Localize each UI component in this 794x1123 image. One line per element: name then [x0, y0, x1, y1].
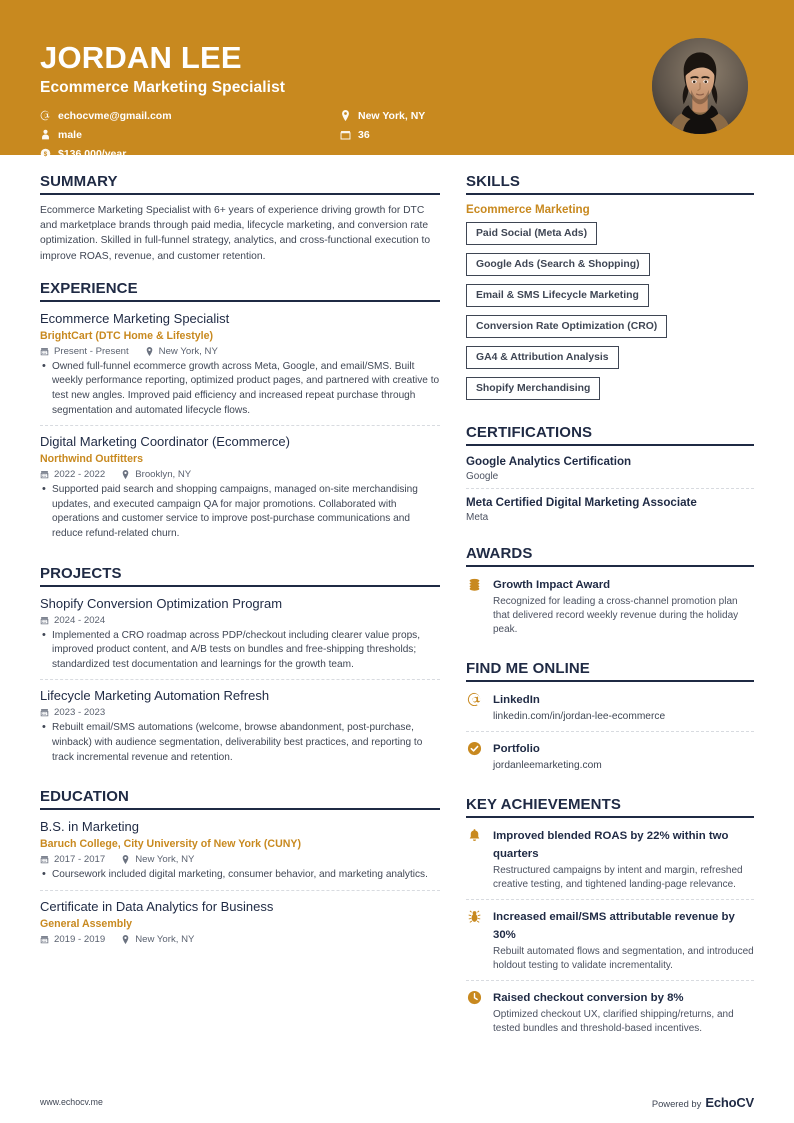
education-title: Certificate in Data Analytics for Business	[40, 898, 274, 914]
footer-site[interactable]: www.echocv.me	[40, 1097, 103, 1107]
experience-dates	[40, 346, 129, 357]
experience-dates	[40, 469, 105, 480]
experience-location-value: New York, NY	[158, 345, 218, 357]
check-circle-icon	[466, 740, 483, 757]
header-left	[40, 38, 425, 162]
bug-icon	[466, 908, 483, 925]
section-key-achievements	[466, 796, 754, 1043]
online-item-linkedin[interactable]	[466, 690, 754, 732]
achievement-desc: Restructured campaigns by intent and margin, refreshed creative testing, and tightened landing-page relevance.	[493, 865, 743, 890]
online-text	[493, 739, 754, 773]
location-icon	[121, 855, 130, 864]
certification-issuer: Meta	[466, 512, 489, 523]
left-column	[40, 173, 440, 1050]
achievement-text	[493, 907, 754, 973]
section-skills	[466, 173, 754, 408]
page-title: JORDAN LEE	[40, 40, 242, 75]
section-projects	[40, 565, 440, 773]
project-title: Shopify Conversion Optimization Program	[40, 595, 283, 611]
resume-body	[0, 155, 794, 1050]
section-awards	[466, 545, 754, 644]
online-url[interactable]: linkedin.com/in/jordan-lee-ecommerce	[493, 711, 666, 722]
project-dates	[40, 707, 105, 718]
project-dates	[40, 615, 105, 626]
award-item	[466, 575, 754, 644]
contact-grid	[40, 108, 425, 162]
achievement-title: Increased email/SMS attributable revenue by 30%	[493, 911, 735, 941]
certification-name: Google Analytics Certification	[466, 455, 632, 468]
online-label: Portfolio	[493, 743, 540, 755]
section-summary	[40, 173, 440, 264]
skill-chip: Conversion Rate Optimization (CRO)	[466, 315, 667, 338]
bullet: • Owned full-funnel ecommerce growth across Meta, Google, and email/SMS. Built weekly performance reporting, optimized product pages, and partnered with creative to test new angles. Improved paid efficiency and increased repeat purchase through segmentation and automated lifecycle flows.	[40, 360, 440, 418]
footer-powered-label: Powered by	[651, 1097, 702, 1109]
calendar-icon	[40, 935, 49, 944]
project-item	[40, 595, 440, 681]
education-location-value: New York, NY	[135, 933, 195, 945]
education-bullets	[40, 868, 440, 883]
experience-title: Ecommerce Marketing Specialist	[40, 310, 230, 326]
achievement-title: Raised checkout conversion by 8%	[493, 992, 684, 1004]
coins-icon	[466, 576, 483, 593]
certification-name: Meta Certified Digital Marketing Associate	[466, 496, 697, 509]
certification-issuer: Google	[466, 471, 499, 482]
project-item	[40, 687, 440, 772]
section-experience	[40, 280, 440, 549]
skills-list	[466, 222, 754, 408]
skills-heading: SKILLS	[466, 173, 754, 195]
project-meta	[40, 707, 440, 718]
project-dates-value: 2024 - 2024	[54, 614, 106, 626]
experience-location	[145, 346, 218, 357]
experience-org: BrightCart (DTC Home & Lifestyle)	[40, 329, 214, 342]
avatar-photo	[652, 38, 748, 134]
education-dates-value: 2019 - 2019	[54, 933, 106, 945]
skills-category: Ecommerce Marketing	[466, 203, 590, 216]
salary-icon	[40, 148, 51, 159]
experience-bullets	[40, 360, 440, 418]
experience-item	[40, 433, 440, 548]
achievement-item	[466, 907, 754, 981]
email-icon	[40, 110, 51, 121]
certifications-heading: CERTIFICATIONS	[466, 424, 754, 446]
header-role: Ecommerce Marketing Specialist	[40, 78, 286, 96]
achievement-desc: Optimized checkout UX, clarified shipping/returns, and tested bundles and threshold-based incentives.	[493, 1009, 734, 1034]
education-item	[40, 818, 440, 891]
person-icon	[40, 129, 51, 140]
skill-chip: Shopify Merchandising	[466, 377, 600, 400]
project-meta	[40, 615, 440, 626]
award-desc: Recognized for leading a cross-channel promotion plan that delivered record weekly revenue during the holiday peak.	[493, 596, 739, 635]
contact-email	[40, 108, 340, 124]
bell-icon	[466, 827, 483, 844]
achievement-item	[466, 826, 754, 900]
contact-location-value: New York, NY	[358, 109, 426, 122]
contact-salary	[40, 146, 340, 162]
achievement-title: Improved blended ROAS by 22% within two quarters	[493, 830, 729, 860]
education-title: B.S. in Marketing	[40, 819, 139, 835]
summary-text: Ecommerce Marketing Specialist with 6+ years of experience driving growth for DTC and marketplace brands through paid media, lifecycle marketing, and conversion rate optimization. Skilled in full-funnel strategy, analytics, and cross-functional execution to improve ROAS, revenue, and customer retention.	[40, 205, 431, 262]
experience-heading: EXPERIENCE	[40, 280, 440, 302]
project-bullets	[40, 629, 440, 673]
achievements-heading: KEY ACHIEVEMENTS	[466, 796, 754, 818]
svg-text:$: $	[43, 151, 48, 159]
skill-chip: Email & SMS Lifecycle Marketing	[466, 284, 649, 307]
page-footer	[0, 1081, 794, 1123]
location-icon	[121, 935, 130, 944]
experience-location	[121, 469, 191, 480]
experience-location-value: Brooklyn, NY	[135, 469, 192, 481]
project-bullets	[40, 721, 440, 765]
skill-chip: GA4 & Attribution Analysis	[466, 346, 619, 369]
awards-heading: AWARDS	[466, 545, 754, 567]
online-item-portfolio[interactable]	[466, 739, 754, 780]
project-dates-value: 2023 - 2023	[54, 707, 106, 719]
footer-powered-by	[652, 1095, 754, 1110]
education-dates-value: 2017 - 2017	[54, 854, 106, 866]
education-item	[40, 898, 440, 952]
contact-gender-value: male	[58, 128, 82, 141]
calendar-icon	[40, 708, 49, 717]
contact-email-value: echocvme@gmail.com	[58, 109, 172, 122]
education-location	[121, 854, 194, 865]
location-icon	[340, 110, 351, 121]
right-column	[466, 173, 754, 1050]
certification-item	[466, 454, 754, 489]
projects-heading: PROJECTS	[40, 565, 440, 587]
award-text	[493, 575, 754, 637]
education-org: Baruch College, City University of New York (CUNY)	[40, 838, 301, 851]
education-org: General Assembly	[40, 917, 133, 930]
bullet: • Coursework included digital marketing, consumer behavior, and marketing analytics.	[40, 868, 440, 883]
contact-gender	[40, 127, 340, 143]
contact-age	[340, 127, 425, 143]
avatar	[652, 38, 748, 134]
award-title: Growth Impact Award	[493, 579, 611, 591]
experience-meta	[40, 469, 440, 480]
experience-dates-value: Present - Present	[54, 345, 129, 357]
calendar-icon	[340, 129, 351, 140]
bullet: • Implemented a CRO roadmap across PDP/checkout including clearer value props, improved product content, and A/B tests on bundles and free-shipping thresholds; standardized test documentation and learnings for the growth team.	[40, 629, 440, 673]
clock-icon	[466, 989, 483, 1006]
achievement-text	[493, 826, 754, 892]
location-icon	[145, 347, 154, 356]
experience-title: Digital Marketing Coordinator (Ecommerce)	[40, 434, 290, 450]
resume-header	[0, 0, 794, 160]
contact-salary-value: $136,000/year	[58, 147, 127, 160]
experience-org: Northwind Outfitters	[40, 453, 143, 466]
skill-chip: Paid Social (Meta Ads)	[466, 222, 597, 245]
experience-bullets	[40, 483, 440, 541]
contact-age-value: 36	[358, 128, 370, 141]
achievement-desc: Rebuilt automated flows and segmentation, and introduced holdout testing to validate incrementality.	[493, 946, 754, 971]
education-location	[121, 934, 194, 945]
education-meta	[40, 934, 440, 945]
contact-location	[340, 108, 425, 124]
online-heading: FIND ME ONLINE	[466, 660, 754, 682]
bullet: • Supported paid search and shopping campaigns, managed on-site merchandising updates, and executed campaign QA for major promotions. Collaborated with operations and customer service to improve post-purchase communications and reduce refund-related churn.	[40, 483, 440, 541]
education-heading: EDUCATION	[40, 788, 440, 810]
achievement-text	[493, 988, 754, 1036]
online-text	[493, 690, 754, 724]
project-title: Lifecycle Marketing Automation Refresh	[40, 688, 270, 704]
certification-item	[466, 495, 754, 529]
calendar-icon	[40, 347, 49, 356]
education-meta	[40, 854, 440, 865]
education-location-value: New York, NY	[135, 854, 195, 866]
calendar-icon	[40, 470, 49, 479]
bullet: • Rebuilt email/SMS automations (welcome, browse abandonment, post-purchase, winback) with audience segmentation, deliverability best practices, and reporting to track incremental revenue and retention.	[40, 721, 440, 765]
summary-heading: SUMMARY	[40, 173, 440, 195]
section-certifications	[466, 424, 754, 529]
footer-brand: EchoCV	[705, 1094, 754, 1110]
online-label: LinkedIn	[493, 694, 540, 706]
section-find-me-online	[466, 660, 754, 780]
experience-dates-value: 2022 - 2022	[54, 469, 106, 481]
experience-item	[40, 310, 440, 426]
at-icon	[466, 691, 483, 708]
calendar-icon	[40, 616, 49, 625]
calendar-icon	[40, 855, 49, 864]
online-url[interactable]: jordanleemarketing.com	[493, 760, 602, 771]
education-dates	[40, 934, 105, 945]
skill-chip: Google Ads (Search & Shopping)	[466, 253, 650, 276]
section-education	[40, 788, 440, 952]
education-dates	[40, 854, 105, 865]
experience-meta	[40, 346, 440, 357]
location-icon	[121, 470, 130, 479]
achievement-item	[466, 988, 754, 1043]
